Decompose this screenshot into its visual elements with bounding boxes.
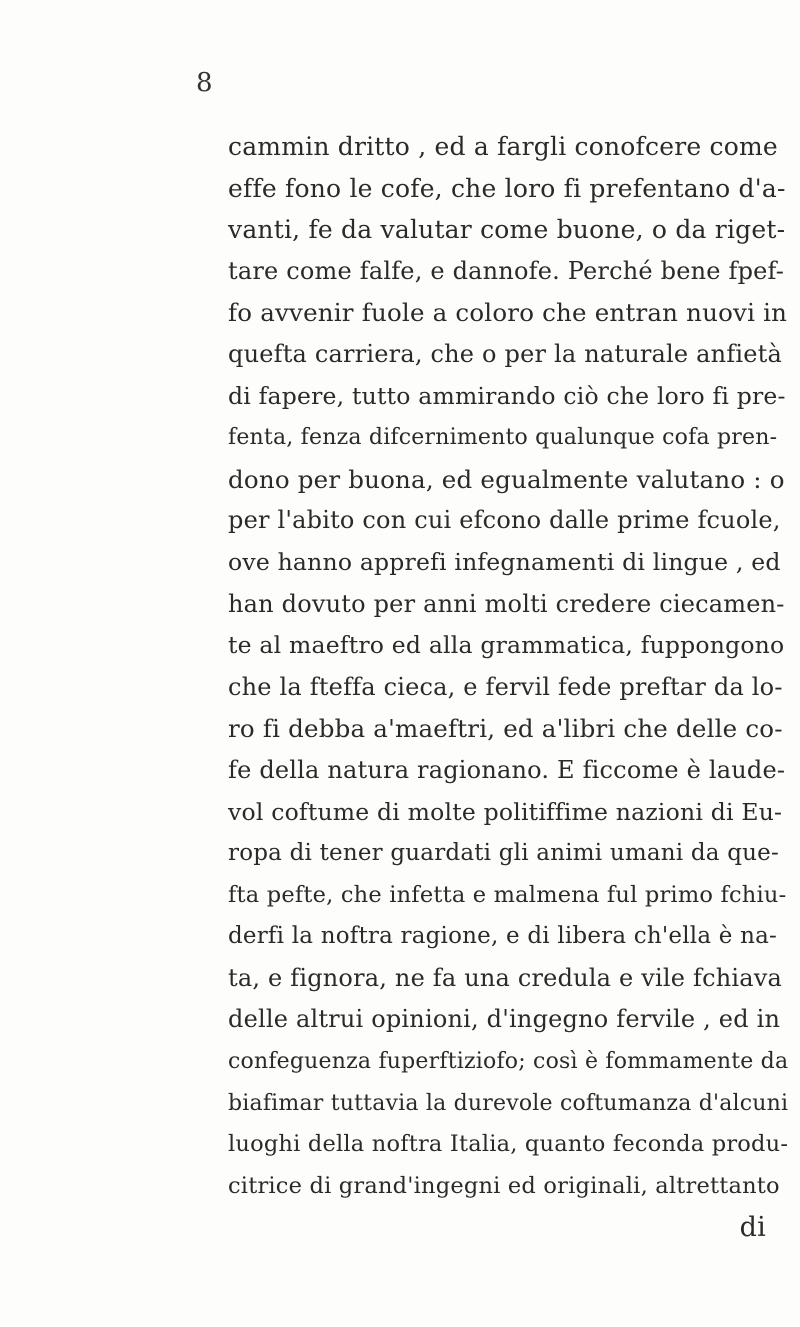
text-line: fe della natura ragionano. E ficcome è laude- bbox=[228, 755, 786, 784]
body-text bbox=[228, 126, 788, 1249]
text-line: han dovuto per anni molti credere ciecamen- bbox=[228, 589, 785, 618]
text-line: fta pefte, che infetta e malmena ful primo fchiu- bbox=[228, 881, 787, 908]
text-line: tare come falfe, e dannofe. Perché bene fpef- bbox=[228, 256, 785, 285]
text-line: delle altrui opinioni, d'ingegno fervile , ed in bbox=[228, 1005, 781, 1034]
text-line: fo avvenir fuole a coloro che entran nuovi in bbox=[228, 298, 788, 328]
text-line: confeguenza fuperftiziofo; così è fommamente da bbox=[228, 1049, 789, 1075]
catchword: di bbox=[739, 1212, 766, 1244]
text-line: ropa di tener guardati gli animi umani da que- bbox=[228, 840, 779, 867]
text-line: citrice di grand'ingegni ed originali, altrettanto bbox=[228, 1172, 780, 1199]
text-line: cammin dritto , ed a fargli conofcere come bbox=[228, 132, 778, 161]
text-line: ro fi debba a'maeftri, ed a'libri che delle co- bbox=[228, 714, 783, 744]
text-line: di fapere, tutto ammirando ciò che loro fi pre- bbox=[228, 381, 786, 410]
text-line: dono per buona, ed egualmente valutano : o bbox=[228, 464, 785, 494]
text-line: derfi la noftra ragione, e di libera ch'ella è na- bbox=[228, 923, 777, 950]
text-line: per l'abito con cui efcono dalle prime fcuole, bbox=[228, 506, 781, 535]
page-number: 8 bbox=[196, 68, 213, 98]
text-line: vol coftume di molte politiffime nazioni di Eu- bbox=[228, 797, 783, 826]
text-line: quefta carriera, che o per la naturale anfietà bbox=[228, 339, 783, 368]
text-line: vanti, fe da valutar come buone, o da riget- bbox=[228, 215, 786, 245]
text-line: che la fteffa cieca, e fervil fede preftar da lo- bbox=[228, 672, 783, 701]
text-line: effe fono le cofe, che loro fi prefentano d'a- bbox=[228, 173, 786, 203]
text-line: ove hanno apprefi infegnamenti di lingue , ed bbox=[228, 547, 781, 576]
text-line: biafimar tuttavia la durevole coftumanza d'alcuni bbox=[228, 1090, 789, 1116]
text-line: te al maeftro ed alla grammatica, fuppongono bbox=[228, 631, 785, 660]
text-line: fenta, fenza difcernimento qualunque cofa pren- bbox=[228, 425, 778, 451]
text-line: ta, e fignora, ne fa una credula e vile fchiava bbox=[228, 963, 783, 992]
text-line: luoghi della noftra Italia, quanto feconda produ- bbox=[228, 1131, 789, 1158]
